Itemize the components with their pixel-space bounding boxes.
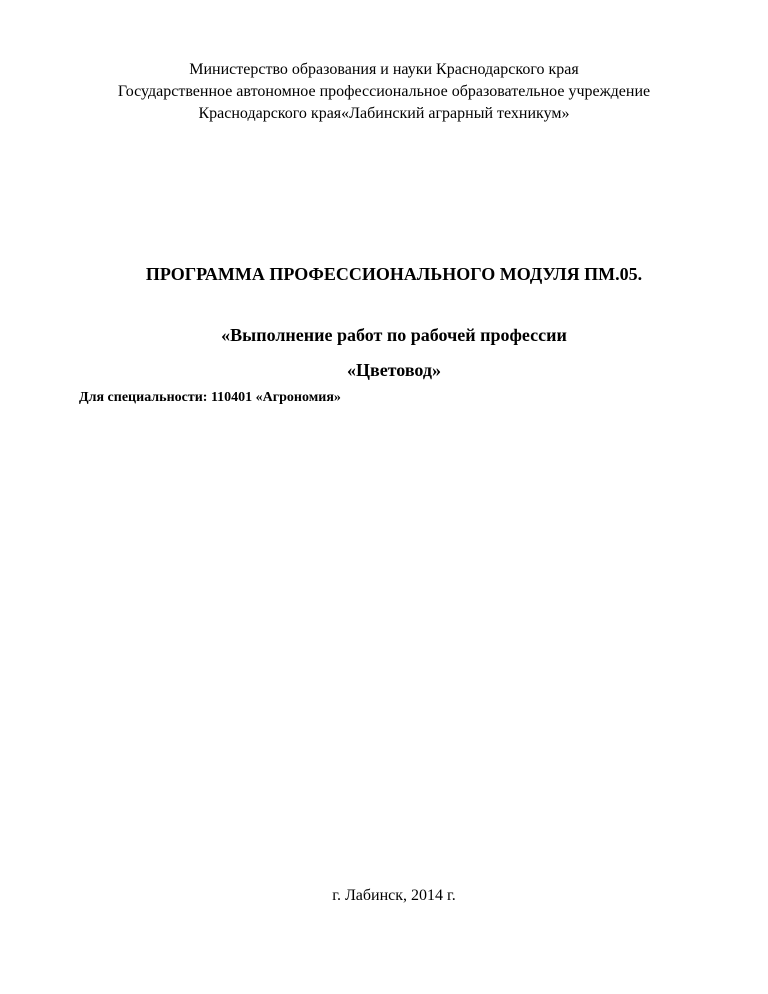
module-name-line1: «Выполнение работ по рабочей профессии	[221, 325, 567, 345]
specialty-line: Для специальности: 110401 «Агрономия»	[79, 390, 341, 405]
institution-name: Краснодарского края«Лабинский аграрный техникум»	[198, 105, 570, 122]
institution-type: Государственное автономное профессиональное образовательное учреждение	[117, 83, 651, 100]
ministry-name: Министерство образования и науки Краснодарского края	[189, 61, 579, 78]
city-year: г. Лабинск, 2014 г.	[332, 887, 456, 904]
module-name-line2: «Цветовод»	[346, 360, 442, 380]
document-title: ПРОГРАММА ПРОФЕССИОНАЛЬНОГО МОДУЛЯ ПМ.05.	[145, 264, 643, 284]
